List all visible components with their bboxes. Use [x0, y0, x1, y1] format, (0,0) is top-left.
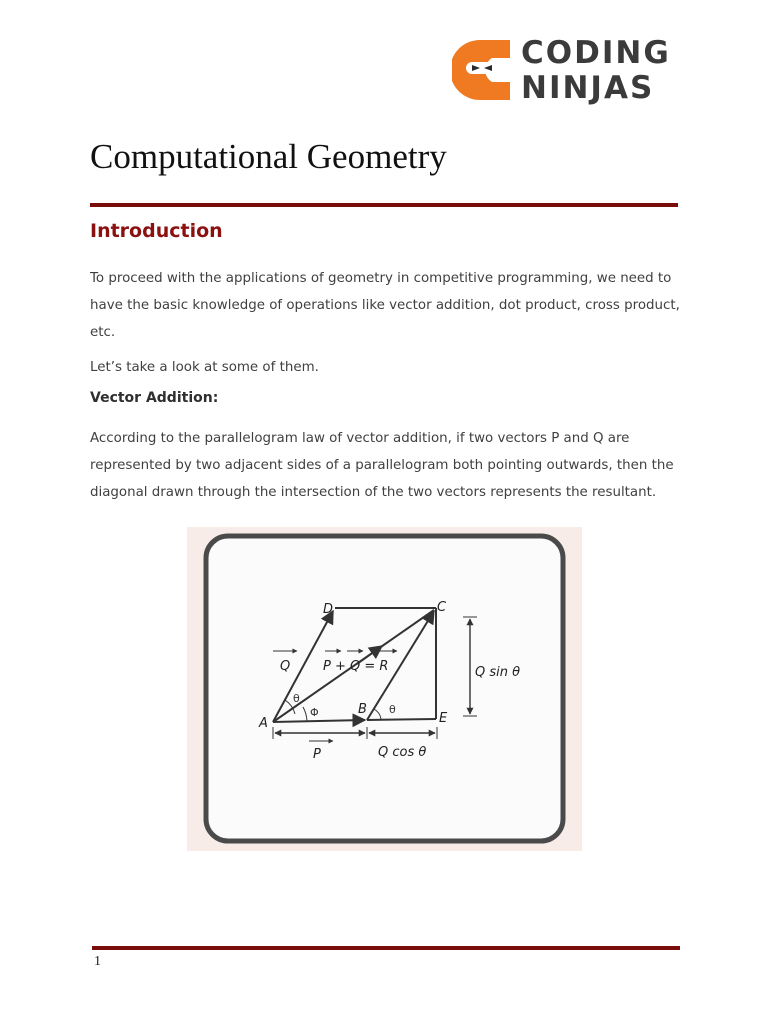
title-divider [90, 203, 678, 207]
parallelogram-paragraph: According to the parallelogram law of vector addition, if two vectors P and Q are represented by two adjacent sides of a parallelogram both pointing outwards, then the diagonal drawn through the intersection of the two vectors represents the resultant. [90, 431, 674, 500]
label-p: P [313, 747, 321, 762]
point-label-b: B [358, 702, 367, 717]
look-paragraph: Let’s take a look at some of them. [90, 360, 319, 375]
label-q-cos-theta: Q cos θ [378, 745, 427, 760]
point-label-c: C [437, 600, 447, 615]
point-label-d: D [323, 602, 334, 617]
page-number: 1 [94, 954, 101, 969]
intro-paragraph: To proceed with the applications of geometry in competitive programming, we need to have the basic knowledge of operations like vector addition, dot product, cross product, etc. [90, 271, 680, 340]
section-heading: Introduction [90, 220, 223, 242]
page-title: Computational Geometry [90, 137, 447, 176]
label-theta-a: θ [293, 692, 300, 705]
ninja-logo-icon [452, 38, 512, 102]
label-q-sin-theta: Q sin θ [475, 665, 521, 680]
coding-ninjas-logo [452, 36, 672, 108]
vector-addition-diagram [187, 527, 582, 851]
edge-be [367, 719, 436, 720]
label-phi-a: Φ [310, 706, 319, 719]
label-resultant: P + Q = R [323, 659, 389, 674]
footer-divider [92, 946, 680, 950]
vector-addition-heading: Vector Addition: [90, 390, 219, 406]
point-label-e: E [439, 711, 448, 726]
label-q: Q [280, 659, 291, 674]
label-theta-b: θ [389, 703, 396, 716]
point-label-a: A [259, 716, 268, 731]
logo-text-coding: CODING [521, 35, 671, 71]
logo-text-ninjas: NINJAS [521, 70, 655, 106]
